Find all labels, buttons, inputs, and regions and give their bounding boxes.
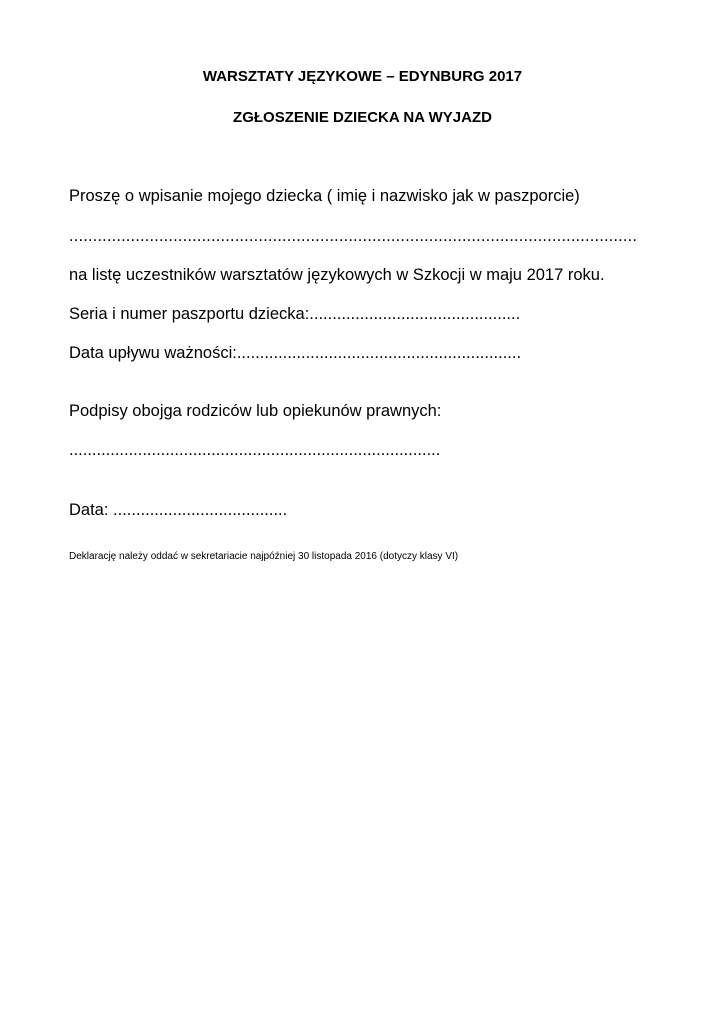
document-subtitle: ZGŁOSZENIE DZIECKA NA WYJAZD [233,109,492,126]
list-text: na listę uczestników warsztatów językowych w Szkocji w maju 2017 roku. [69,266,605,284]
date-line: Data: ...................................... [69,501,288,519]
passport-number-line: Seria i numer paszportu dziecka:.............................................. [69,305,521,323]
child-name-blank: ........................................................................................................................ [69,227,638,245]
signatures-label: Podpisy obojga rodziców lub opiekunów prawnych: [69,402,442,420]
footnote: Deklarację należy oddać w sekretariacie najpóźniej 30 listopada 2016 (dotyczy klasy VI) [69,551,459,562]
document-title: WARSZTATY JĘZYKOWE – EDYNBURG 2017 [202,68,523,85]
signatures-blank: ................................................................................. [69,441,441,459]
request-text: Proszę o wpisanie mojego dziecka ( imię i nazwisko jak w paszporcie) [69,187,580,205]
passport-expiry-line: Data upływu ważności:.............................................................. [69,344,522,362]
